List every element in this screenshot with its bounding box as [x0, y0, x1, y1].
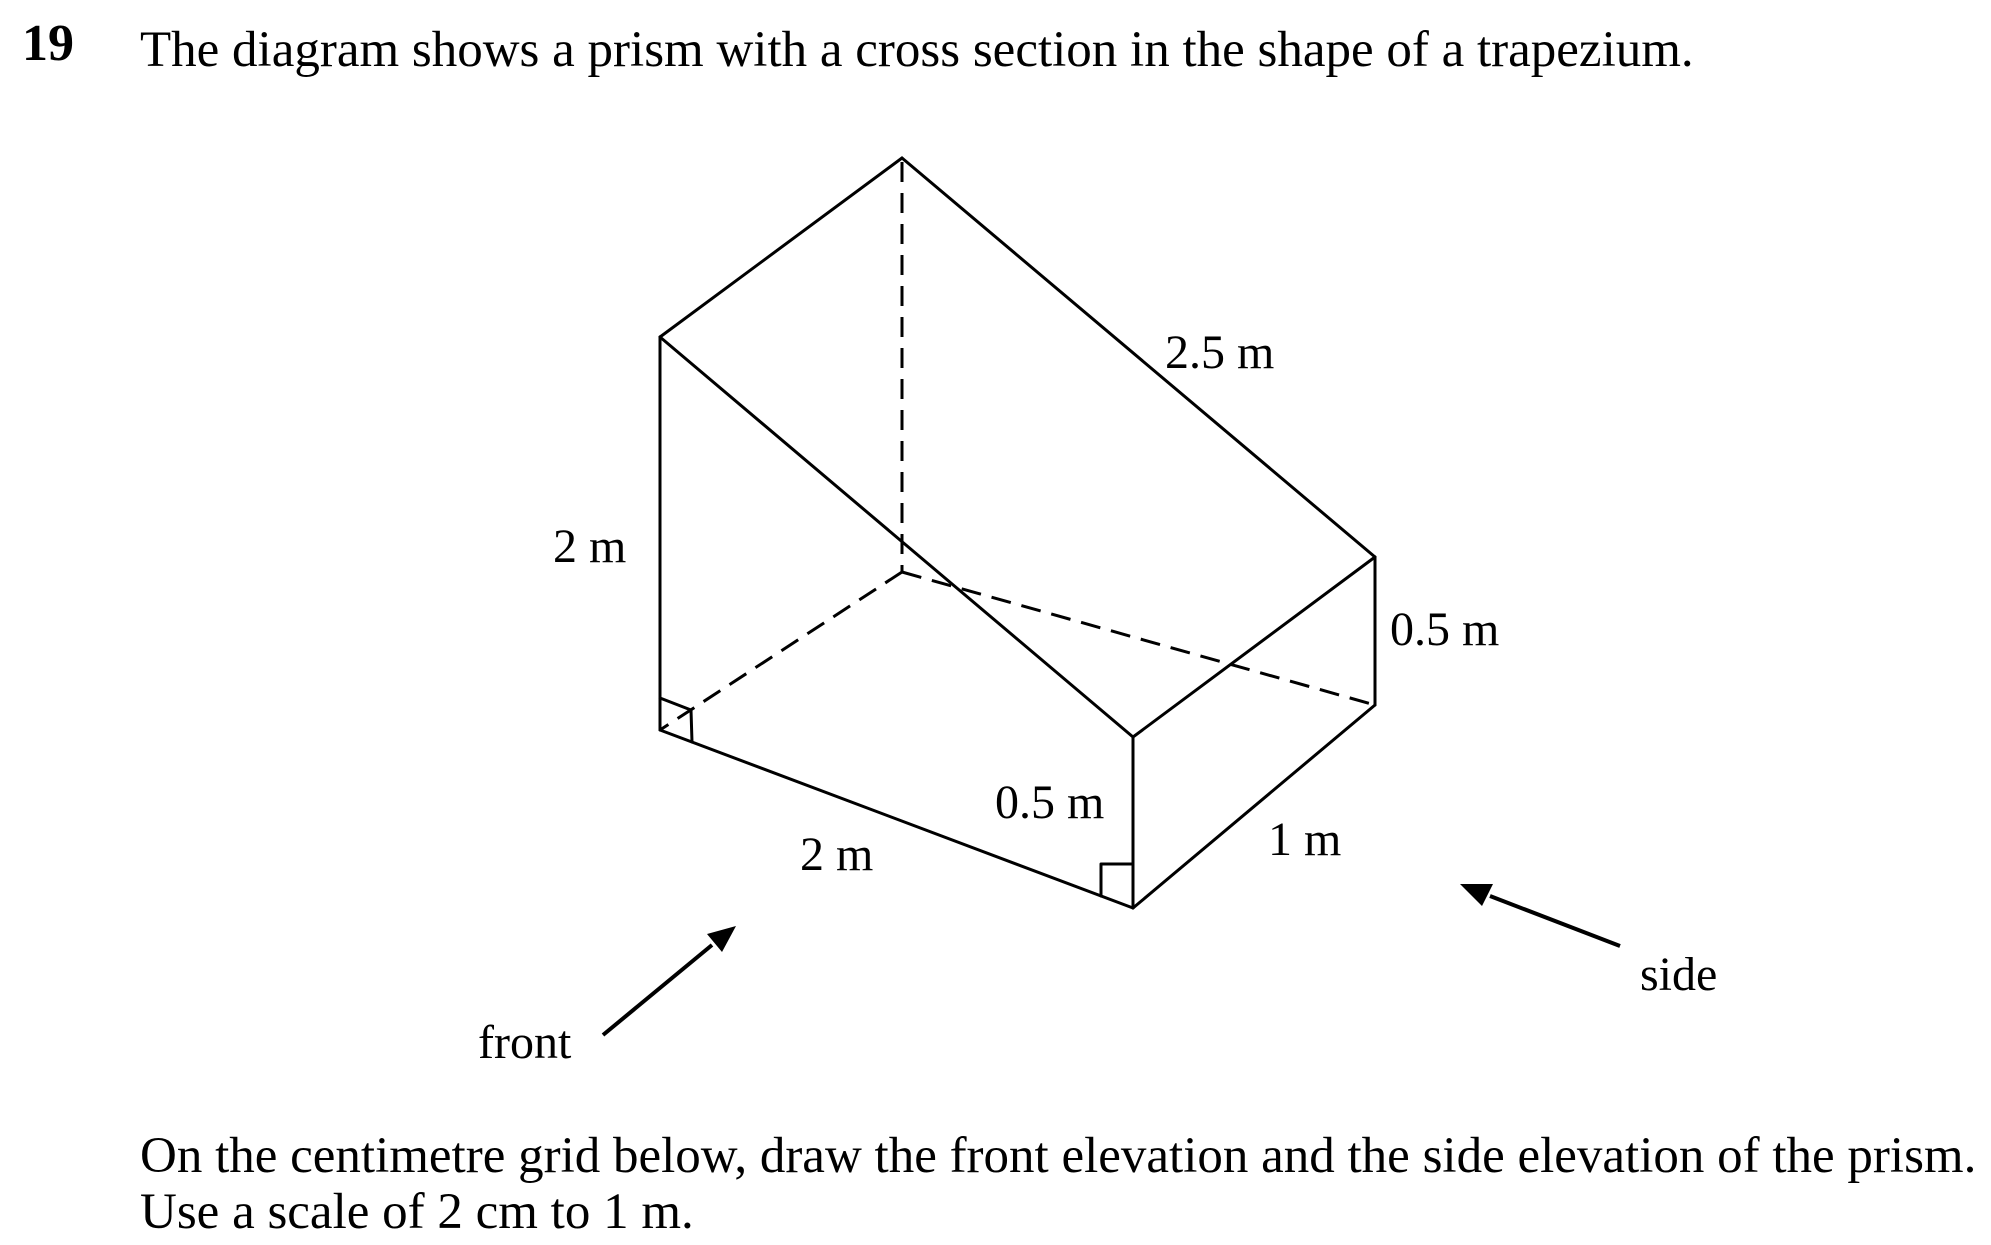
label-front-view: front [478, 1016, 572, 1069]
question-number: 19 [22, 15, 74, 72]
instructions [140, 1128, 1976, 1240]
label-right-height: 0.5 m [1390, 603, 1500, 656]
instruction-line-1: On the centimetre grid below, draw the front elevation and the side elevation of the prism. [140, 1128, 1977, 1184]
hidden-right-base-edge [902, 572, 1375, 705]
label-front-short-height: 0.5 m [995, 776, 1105, 829]
right-angle-marker-front [1101, 864, 1133, 896]
top-right-edge [1133, 557, 1375, 737]
label-side-view: side [1640, 948, 1718, 1001]
instruction-line-2: Use a scale of 2 cm to 1 m. [140, 1184, 694, 1241]
label-depth: 1 m [1268, 813, 1342, 866]
top-back-edge [660, 158, 902, 337]
label-left-height: 2 m [553, 520, 627, 573]
question-text: The diagram shows a prism with a cross section in the shape of a trapezium. [140, 22, 1694, 78]
front-arrow-shaft [603, 945, 712, 1035]
base-right-edge [1133, 705, 1375, 908]
label-front-length: 2 m [800, 828, 874, 881]
label-top-slope: 2.5 m [1165, 326, 1275, 379]
hidden-edges [660, 162, 1375, 730]
side-arrow-head [1460, 884, 1493, 906]
hidden-left-base-edge [660, 572, 902, 730]
front-slope-edge [660, 337, 1133, 737]
side-arrow-shaft [1490, 896, 1620, 946]
top-slope-back-edge [902, 158, 1375, 557]
